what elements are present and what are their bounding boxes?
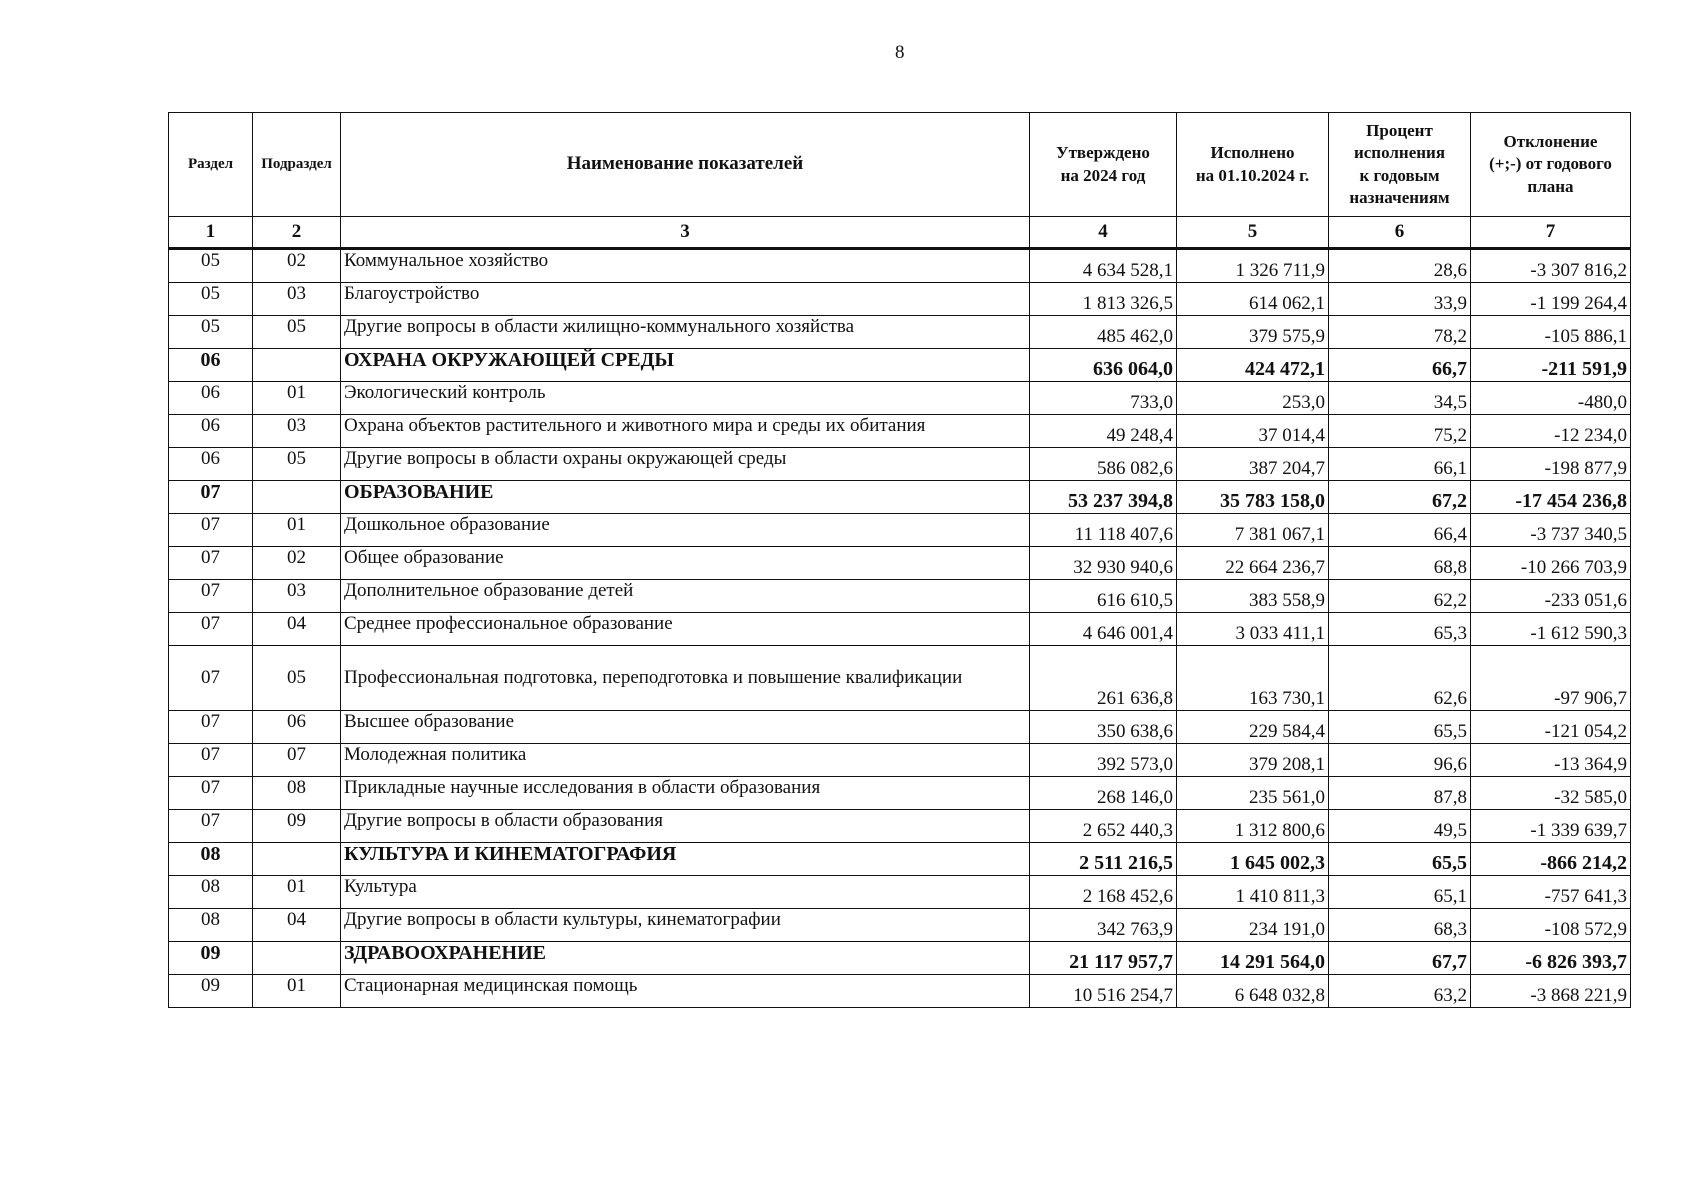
table-row	[169, 613, 1631, 646]
cell-percent: 67,7	[1329, 942, 1471, 975]
cell-executed: 3 033 411,1	[1177, 613, 1329, 646]
cell-deviation: -480,0	[1471, 382, 1631, 415]
cell-razdel: 06	[169, 349, 253, 382]
header-razdel: Раздел	[169, 113, 253, 217]
cell-approved: 2 511 216,5	[1030, 843, 1177, 876]
cell-executed: 1 312 800,6	[1177, 810, 1329, 843]
header-deviation	[1471, 113, 1631, 217]
cell-deviation: -211 591,9	[1471, 349, 1631, 382]
cell-deviation: -757 641,3	[1471, 876, 1631, 909]
cell-percent: 68,8	[1329, 547, 1471, 580]
cell-name: ЗДРАВООХРАНЕНИЕ	[341, 942, 1030, 975]
cell-deviation: -105 886,1	[1471, 316, 1631, 349]
cell-podrazdel: 01	[253, 876, 341, 909]
cell-podrazdel: 04	[253, 613, 341, 646]
cell-name: Дошкольное образование	[341, 514, 1030, 547]
cell-razdel: 07	[169, 580, 253, 613]
cell-name: ОХРАНА ОКРУЖАЮЩЕЙ СРЕДЫ	[341, 349, 1030, 382]
column-number: 6	[1329, 217, 1471, 249]
cell-deviation: -3 307 816,2	[1471, 249, 1631, 283]
cell-name: Другие вопросы в области жилищно-коммунального хозяйства	[341, 316, 1030, 349]
cell-approved: 636 064,0	[1030, 349, 1177, 382]
cell-podrazdel: 01	[253, 975, 341, 1008]
cell-deviation: -866 214,2	[1471, 843, 1631, 876]
cell-razdel: 08	[169, 909, 253, 942]
cell-razdel: 07	[169, 646, 253, 711]
cell-approved: 350 638,6	[1030, 711, 1177, 744]
column-number: 7	[1471, 217, 1631, 249]
cell-name: Высшее образование	[341, 711, 1030, 744]
section-row	[169, 349, 1631, 382]
cell-podrazdel: 03	[253, 283, 341, 316]
cell-podrazdel: 01	[253, 382, 341, 415]
cell-podrazdel	[253, 843, 341, 876]
cell-approved: 10 516 254,7	[1030, 975, 1177, 1008]
section-row	[169, 843, 1631, 876]
table-row	[169, 415, 1631, 448]
cell-executed: 614 062,1	[1177, 283, 1329, 316]
cell-percent: 66,4	[1329, 514, 1471, 547]
cell-name: Экологический контроль	[341, 382, 1030, 415]
page-number: 8	[895, 42, 905, 63]
table-row	[169, 810, 1631, 843]
cell-name: Другие вопросы в области культуры, кинематографии	[341, 909, 1030, 942]
cell-executed: 6 648 032,8	[1177, 975, 1329, 1008]
cell-razdel: 07	[169, 744, 253, 777]
cell-podrazdel: 08	[253, 777, 341, 810]
table-row	[169, 547, 1631, 580]
cell-name: Другие вопросы в области охраны окружающей среды	[341, 448, 1030, 481]
cell-percent: 78,2	[1329, 316, 1471, 349]
table-row	[169, 283, 1631, 316]
cell-executed: 424 472,1	[1177, 349, 1329, 382]
table-row	[169, 448, 1631, 481]
cell-podrazdel: 07	[253, 744, 341, 777]
cell-name: Прикладные научные исследования в области образования	[341, 777, 1030, 810]
header-row	[169, 113, 1631, 217]
cell-executed: 1 645 002,3	[1177, 843, 1329, 876]
cell-razdel: 07	[169, 547, 253, 580]
cell-approved: 268 146,0	[1030, 777, 1177, 810]
header-executed-line2: на 01.10.2024 г.	[1195, 165, 1310, 185]
cell-executed: 379 208,1	[1177, 744, 1329, 777]
cell-approved: 616 610,5	[1030, 580, 1177, 613]
cell-podrazdel: 02	[253, 249, 341, 283]
cell-name: Культура	[341, 876, 1030, 909]
cell-approved: 733,0	[1030, 382, 1177, 415]
header-approved-line1: Утверждено	[1056, 143, 1150, 163]
cell-approved: 1 813 326,5	[1030, 283, 1177, 316]
cell-deviation: -233 051,6	[1471, 580, 1631, 613]
cell-percent: 28,6	[1329, 249, 1471, 283]
cell-approved: 485 462,0	[1030, 316, 1177, 349]
cell-executed: 14 291 564,0	[1177, 942, 1329, 975]
column-number: 4	[1030, 217, 1177, 249]
table-row	[169, 382, 1631, 415]
cell-percent: 87,8	[1329, 777, 1471, 810]
cell-razdel: 05	[169, 283, 253, 316]
cell-approved: 2 168 452,6	[1030, 876, 1177, 909]
cell-executed: 379 575,9	[1177, 316, 1329, 349]
cell-podrazdel: 01	[253, 514, 341, 547]
column-number-row	[169, 217, 1631, 249]
cell-razdel: 06	[169, 448, 253, 481]
cell-approved: 586 082,6	[1030, 448, 1177, 481]
cell-percent: 66,7	[1329, 349, 1471, 382]
table-row	[169, 580, 1631, 613]
cell-razdel: 07	[169, 514, 253, 547]
cell-deviation: -1 612 590,3	[1471, 613, 1631, 646]
cell-executed: 7 381 067,1	[1177, 514, 1329, 547]
cell-executed: 387 204,7	[1177, 448, 1329, 481]
header-name: Наименование показателей	[341, 113, 1030, 217]
cell-executed: 253,0	[1177, 382, 1329, 415]
cell-percent: 65,5	[1329, 843, 1471, 876]
cell-name: Молодежная политика	[341, 744, 1030, 777]
cell-deviation: -198 877,9	[1471, 448, 1631, 481]
table-row	[169, 876, 1631, 909]
cell-name: Благоустройство	[341, 283, 1030, 316]
cell-razdel: 07	[169, 810, 253, 843]
cell-name: ОБРАЗОВАНИЕ	[341, 481, 1030, 514]
cell-deviation: -1 199 264,4	[1471, 283, 1631, 316]
cell-executed: 234 191,0	[1177, 909, 1329, 942]
cell-executed: 22 664 236,7	[1177, 547, 1329, 580]
header-podrazdel: Подраздел	[253, 113, 341, 217]
cell-name: КУЛЬТУРА И КИНЕМАТОГРАФИЯ	[341, 843, 1030, 876]
header-deviation-line2: (+;-) от годового	[1489, 154, 1612, 174]
table-row	[169, 711, 1631, 744]
cell-approved: 4 646 001,4	[1030, 613, 1177, 646]
cell-deviation: -17 454 236,8	[1471, 481, 1631, 514]
cell-razdel: 08	[169, 843, 253, 876]
header-approved	[1030, 113, 1177, 217]
table-row	[169, 249, 1631, 283]
cell-percent: 68,3	[1329, 909, 1471, 942]
cell-podrazdel: 02	[253, 547, 341, 580]
cell-podrazdel	[253, 481, 341, 514]
cell-name: Дополнительное образование детей	[341, 580, 1030, 613]
header-executed-line1: Исполнено	[1210, 143, 1295, 163]
cell-name: Стационарная медицинская помощь	[341, 975, 1030, 1008]
cell-deviation: -13 364,9	[1471, 744, 1631, 777]
cell-deviation: -108 572,9	[1471, 909, 1631, 942]
cell-executed: 235 561,0	[1177, 777, 1329, 810]
cell-razdel: 07	[169, 711, 253, 744]
cell-razdel: 08	[169, 876, 253, 909]
cell-executed: 1 326 711,9	[1177, 249, 1329, 283]
cell-deviation: -32 585,0	[1471, 777, 1631, 810]
cell-razdel: 09	[169, 975, 253, 1008]
cell-deviation: -6 826 393,7	[1471, 942, 1631, 975]
cell-percent: 67,2	[1329, 481, 1471, 514]
table-row	[169, 514, 1631, 547]
cell-deviation: -121 054,2	[1471, 711, 1631, 744]
cell-name: Среднее профессиональное образование	[341, 613, 1030, 646]
cell-percent: 49,5	[1329, 810, 1471, 843]
cell-approved: 261 636,8	[1030, 646, 1177, 711]
column-number: 5	[1177, 217, 1329, 249]
cell-percent: 62,2	[1329, 580, 1471, 613]
cell-razdel: 09	[169, 942, 253, 975]
cell-podrazdel	[253, 349, 341, 382]
cell-podrazdel: 03	[253, 415, 341, 448]
cell-percent: 66,1	[1329, 448, 1471, 481]
header-percent-line2: исполнения	[1353, 143, 1446, 163]
cell-razdel: 05	[169, 316, 253, 349]
cell-name: Общее образование	[341, 547, 1030, 580]
cell-podrazdel: 04	[253, 909, 341, 942]
cell-percent: 62,6	[1329, 646, 1471, 711]
header-deviation-line3: плана	[1527, 176, 1574, 196]
header-approved-line2: на 2024 год	[1060, 165, 1146, 185]
cell-approved: 53 237 394,8	[1030, 481, 1177, 514]
cell-percent: 65,3	[1329, 613, 1471, 646]
cell-executed: 37 014,4	[1177, 415, 1329, 448]
cell-executed: 35 783 158,0	[1177, 481, 1329, 514]
cell-name: Охрана объектов растительного и животного мира и среды их обитания	[341, 415, 1030, 448]
cell-deviation: -10 266 703,9	[1471, 547, 1631, 580]
cell-approved: 32 930 940,6	[1030, 547, 1177, 580]
cell-executed: 229 584,4	[1177, 711, 1329, 744]
section-row	[169, 942, 1631, 975]
cell-razdel: 05	[169, 249, 253, 283]
cell-podrazdel: 05	[253, 646, 341, 711]
cell-percent: 33,9	[1329, 283, 1471, 316]
cell-razdel: 06	[169, 415, 253, 448]
column-number: 1	[169, 217, 253, 249]
header-executed	[1177, 113, 1329, 217]
table-row	[169, 744, 1631, 777]
cell-deviation: -97 906,7	[1471, 646, 1631, 711]
table-row	[169, 909, 1631, 942]
header-deviation-line1: Отклонение	[1503, 132, 1598, 152]
cell-approved: 21 117 957,7	[1030, 942, 1177, 975]
cell-approved: 49 248,4	[1030, 415, 1177, 448]
header-percent-line3: к годовым	[1359, 165, 1440, 185]
cell-razdel: 06	[169, 382, 253, 415]
header-percent	[1329, 113, 1471, 217]
cell-name: Коммунальное хозяйство	[341, 249, 1030, 283]
cell-deviation: -1 339 639,7	[1471, 810, 1631, 843]
budget-execution-table	[168, 112, 1631, 1008]
cell-approved: 392 573,0	[1030, 744, 1177, 777]
table-body	[169, 249, 1631, 1008]
cell-deviation: -3 737 340,5	[1471, 514, 1631, 547]
cell-podrazdel: 05	[253, 448, 341, 481]
cell-executed: 1 410 811,3	[1177, 876, 1329, 909]
cell-percent: 65,5	[1329, 711, 1471, 744]
cell-percent: 65,1	[1329, 876, 1471, 909]
cell-name: Другие вопросы в области образования	[341, 810, 1030, 843]
table-row	[169, 777, 1631, 810]
cell-podrazdel: 09	[253, 810, 341, 843]
header-percent-line4: назначениям	[1349, 187, 1450, 207]
cell-percent: 63,2	[1329, 975, 1471, 1008]
table-row	[169, 975, 1631, 1008]
column-number: 2	[253, 217, 341, 249]
column-number: 3	[341, 217, 1030, 249]
cell-deviation: -12 234,0	[1471, 415, 1631, 448]
header-percent-line1: Процент	[1366, 121, 1433, 141]
table-row	[169, 646, 1631, 711]
cell-approved: 342 763,9	[1030, 909, 1177, 942]
cell-approved: 2 652 440,3	[1030, 810, 1177, 843]
cell-podrazdel	[253, 942, 341, 975]
cell-deviation: -3 868 221,9	[1471, 975, 1631, 1008]
cell-percent: 34,5	[1329, 382, 1471, 415]
cell-executed: 383 558,9	[1177, 580, 1329, 613]
cell-razdel: 07	[169, 613, 253, 646]
cell-podrazdel: 05	[253, 316, 341, 349]
cell-percent: 75,2	[1329, 415, 1471, 448]
cell-percent: 96,6	[1329, 744, 1471, 777]
cell-name: Профессиональная подготовка, переподготовка и повышение квалификации	[341, 646, 1030, 711]
section-row	[169, 481, 1631, 514]
cell-razdel: 07	[169, 777, 253, 810]
cell-approved: 11 118 407,6	[1030, 514, 1177, 547]
cell-podrazdel: 03	[253, 580, 341, 613]
table-row	[169, 316, 1631, 349]
cell-podrazdel: 06	[253, 711, 341, 744]
cell-executed: 163 730,1	[1177, 646, 1329, 711]
cell-razdel: 07	[169, 481, 253, 514]
cell-approved: 4 634 528,1	[1030, 249, 1177, 283]
